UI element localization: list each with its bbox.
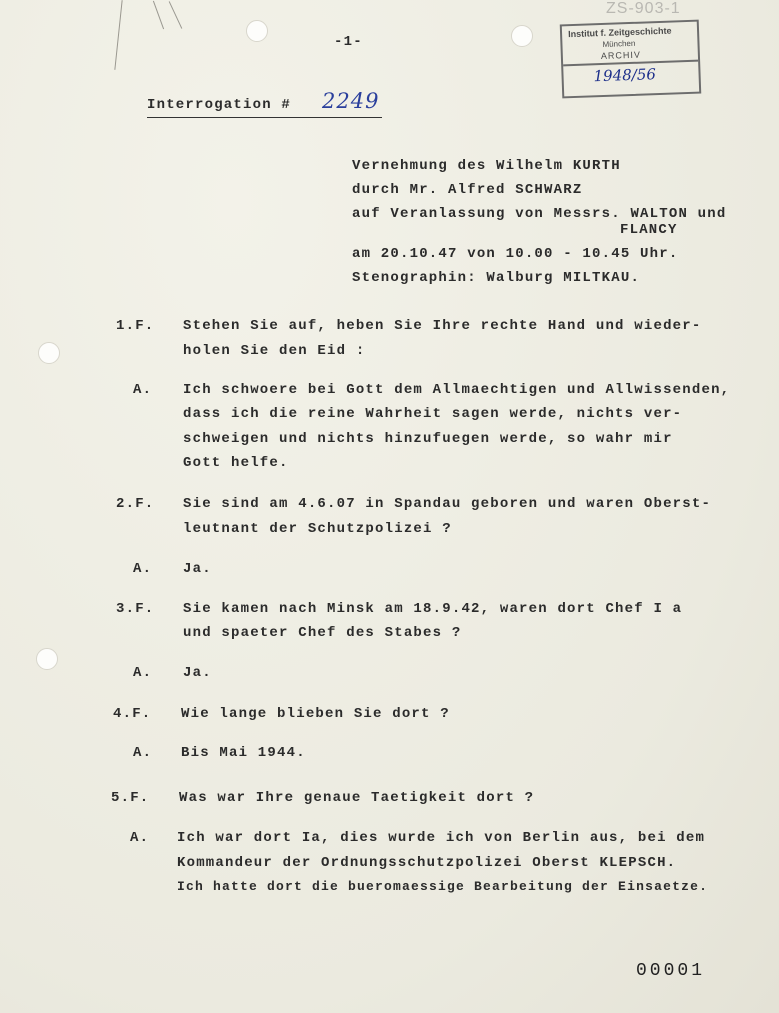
qa-label: 5.F. — [111, 790, 150, 806]
stamp-institute: Institut f. Zeitgeschichte — [567, 25, 672, 40]
qa-label: 1.F. — [116, 318, 155, 334]
header-line-4: am 20.10.47 von 10.00 - 10.45 Uhr. — [352, 246, 679, 262]
header-line-3b: FLANCY — [620, 222, 678, 238]
qa-line: Ja. — [183, 561, 212, 577]
qa-label: A. — [133, 561, 153, 577]
qa-line: Wie lange blieben Sie dort ? — [181, 706, 450, 722]
qa-label: A. — [133, 745, 153, 761]
interrogation-handwritten-number: 2249 — [322, 89, 380, 113]
header-line-2: durch Mr. Alfred SCHWARZ — [352, 182, 583, 198]
qa-line: leutnant der Schutzpolizei ? — [183, 521, 452, 537]
qa-line: schweigen und nichts hinzufuegen werde, so wahr mir — [183, 431, 673, 447]
stamp-city: München — [602, 38, 636, 49]
qa-label: A. — [133, 665, 153, 681]
punch-hole-left-lower — [36, 648, 58, 670]
qa-label: 4.F. — [113, 706, 152, 722]
header-line-1: Vernehmung des Wilhelm KURTH — [352, 158, 621, 174]
page-number: -1- — [334, 34, 363, 50]
qa-line: Ich schwoere bei Gott dem Allmaechtigen und Allwissenden, — [183, 382, 731, 398]
stamp-handwritten-number: 1948/56 — [593, 65, 657, 86]
qa-line: Bis Mai 1944. — [181, 745, 306, 761]
heading-underline — [147, 117, 382, 118]
qa-label: 2.F. — [116, 496, 155, 512]
qa-line: und spaeter Chef des Stabes ? — [183, 625, 462, 641]
qa-line: Ich hatte dort die bueromaessige Bearbeitung der Einsaetze. — [177, 879, 709, 894]
paper-fold-mark — [114, 0, 122, 70]
qa-line: Ja. — [183, 665, 212, 681]
qa-line: holen Sie den Eid : — [183, 343, 366, 359]
qa-label: 3.F. — [116, 601, 155, 617]
qa-line: Kommandeur der Ordnungsschutzpolizei Oberst KLEPSCH. — [177, 855, 677, 871]
punch-hole-top-right — [511, 25, 533, 47]
header-line-3: auf Veranlassung von Messrs. WALTON und — [352, 206, 727, 222]
interrogation-label: Interrogation # — [147, 97, 292, 113]
qa-line: Sie sind am 4.6.07 in Spandau geboren und waren Oberst- — [183, 496, 712, 512]
punch-hole-left-upper — [38, 342, 60, 364]
qa-line: Gott helfe. — [183, 455, 289, 471]
header-line-5: Stenographin: Walburg MILTKAU. — [352, 270, 641, 286]
stamp-archive: ARCHIV — [600, 49, 642, 62]
punch-hole-top-left — [246, 20, 268, 42]
qa-line: Ich war dort Ia, dies wurde ich von Berlin aus, bei dem — [177, 830, 706, 846]
archive-corner-number: ZS-903-1 — [606, 0, 681, 17]
archive-stamp — [560, 20, 701, 99]
qa-line: dass ich die reine Wahrheit sagen werde, nichts ver- — [183, 406, 683, 422]
qa-line: Stehen Sie auf, heben Sie Ihre rechte Hand und wieder- — [183, 318, 702, 334]
qa-label: A. — [133, 382, 153, 398]
paper-fold-mark — [169, 1, 183, 29]
footer-page-code: 00001 — [636, 961, 706, 981]
paper-fold-mark — [153, 1, 164, 30]
qa-line: Sie kamen nach Minsk am 18.9.42, waren dort Chef I a — [183, 601, 683, 617]
qa-label: A. — [130, 830, 150, 846]
qa-line: Was war Ihre genaue Taetigkeit dort ? — [179, 790, 535, 806]
